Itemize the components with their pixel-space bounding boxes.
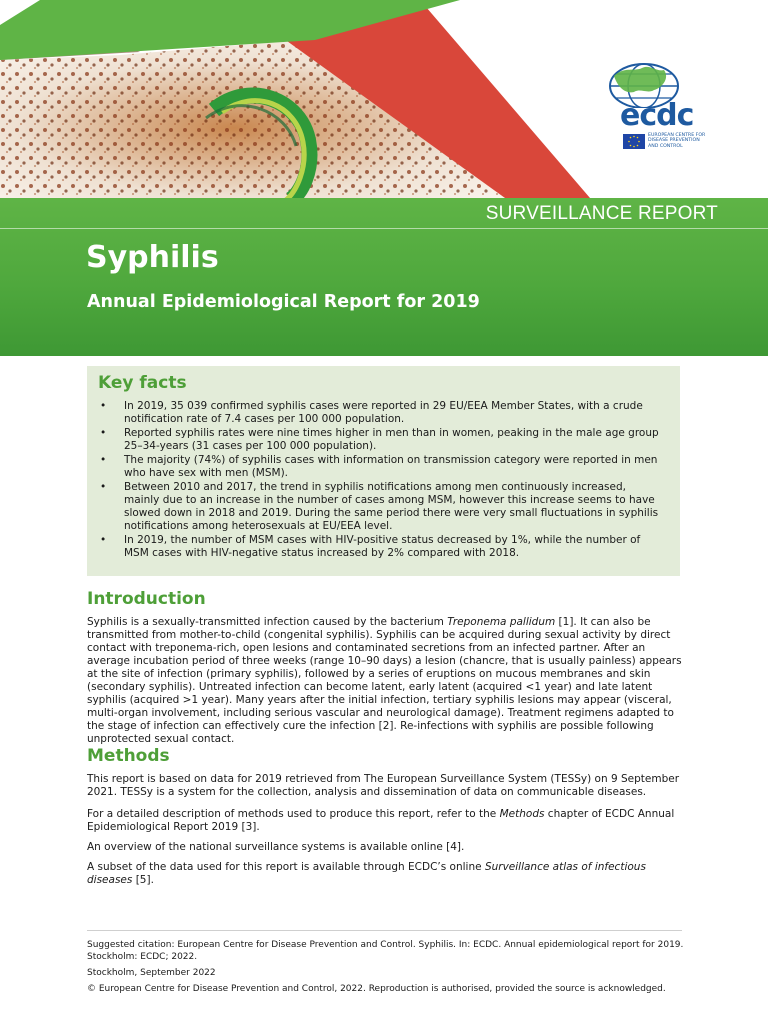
species-name: Treponema pallidum <box>447 616 556 628</box>
methods-paragraph-1: This report is based on data for 2019 retrieved from The European Surveillance System (TESSy) on 9 September 2021. TESSy is a system for the collection, analysis and dissemination of data on communicable diseases. <box>87 773 680 798</box>
bullet: • <box>100 454 107 466</box>
text-span: [5]. <box>132 874 154 886</box>
methods-link[interactable]: Methods <box>499 808 545 820</box>
copyright-notice: © European Centre for Disease Prevention and Control, 2022. Reproduction is authorised, provided the source is acknowledged. <box>87 984 666 994</box>
key-facts-heading: Key facts <box>98 373 187 393</box>
divider <box>0 228 768 229</box>
bullet: • <box>100 481 107 493</box>
ecdc-org-name <box>648 133 718 149</box>
org-line: DISEASE PREVENTION <box>648 138 700 144</box>
list-item <box>98 427 664 453</box>
key-facts-box <box>87 366 680 576</box>
methods-heading: Methods <box>87 746 170 766</box>
methods-paragraph-2 <box>87 808 687 834</box>
list-item <box>98 481 664 533</box>
atlas-link[interactable]: Surveillance atlas of infectious diseases <box>87 861 646 886</box>
introduction-paragraph <box>87 616 687 746</box>
key-fact-text: Between 2010 and 2017, the trend in syphilis notifications among men continuously increased, mainly due to an increase in the number of cases among MSM, however this increase seems to have slowed down in 2018 and 2019. During the same period there were very small fluctuations in syphilis notifications among heterosexuals at EU/EEA level. <box>124 481 659 532</box>
ecdc-logo <box>596 58 718 158</box>
eu-flag-icon <box>623 134 645 149</box>
org-line: EUROPEAN CENTRE FOR <box>648 133 706 138</box>
bullet: • <box>100 534 107 546</box>
suggested-citation: Suggested citation: European Centre for Disease Prevention and Control. Syphilis. In: ECDC. Annual epidemiological report for 2019. Stockholm: ECDC; 2022. <box>87 940 684 962</box>
document-subtitle: Annual Epidemiological Report for 2019 <box>87 292 480 312</box>
document-title: Syphilis <box>86 240 219 275</box>
text-span: [1]. It can also be transmitted from mother-to-child (congenital syphilis). Syphilis can be acquired during sexual activity by direct contact with treponema-rich, open lesions and contaminated secretions from an infected partner. After an average incubation period of three weeks (range 10–90 days) a lesion (chancre, that is usually painless) appears at the site of infection (primary syphilis), followed by a series of eruptions on mucous membranes and skin (secondary syphilis). Untreated infection can become latent, early latent (acquired <1 year) and late latent syphilis (acquired >1 year). Many years after the initial infection, tertiary syphilis lesions may appear (visceral, multi-organ involvement, including serious vascular and neurological damage). Treatment regimens adapted to the stage of infection can effectively cure the infection [2]. Re-infections with syphilis are possible following unprotected sexual contact. <box>87 616 682 745</box>
bullet: • <box>100 400 107 412</box>
footer-divider <box>87 930 682 931</box>
list-item <box>98 400 664 426</box>
key-fact-text: In 2019, the number of MSM cases with HIV-positive status decreased by 1%, while the number of MSM cases with HIV-negative status increased by 2% compared with 2018. <box>124 534 641 559</box>
report-type-label: SURVEILLANCE REPORT <box>485 203 718 224</box>
introduction-heading: Introduction <box>87 589 206 609</box>
key-fact-text: In 2019, 35 039 confirmed syphilis cases were reported in 29 EU/EEA Member States, with a crude notification rate of 7.4 cases per 100 000 population. <box>124 400 643 425</box>
place-date: Stockholm, September 2022 <box>87 968 216 978</box>
org-line: AND CONTROL <box>648 143 683 149</box>
text-span: For a detailed description of methods used to produce this report, refer to the <box>87 808 500 820</box>
methods-paragraph-3: An overview of the national surveillance systems is available online [4]. <box>87 841 465 853</box>
key-fact-text: Reported syphilis rates were nine times higher in men than in women, peaking in the male age group 25–34-years (31 cases per 100 000 population). <box>124 427 659 452</box>
bullet: • <box>100 427 107 439</box>
list-item <box>98 454 664 480</box>
text-span: A subset of the data used for this report is available through ECDC’s online <box>87 861 485 873</box>
text-span: chapter of ECDC Annual Epidemiological Report 2019 [3]. <box>87 808 675 833</box>
key-fact-text: The majority (74%) of syphilis cases with information on transmission category were reported in men who have sex with men (MSM). <box>124 454 658 479</box>
key-facts-list <box>98 400 664 560</box>
list-item <box>98 534 664 560</box>
text-span: Syphilis is a sexually-transmitted infection caused by the bacterium <box>87 616 448 628</box>
methods-paragraph-4 <box>87 861 687 887</box>
ecdc-wordmark: ecdc <box>620 98 694 133</box>
